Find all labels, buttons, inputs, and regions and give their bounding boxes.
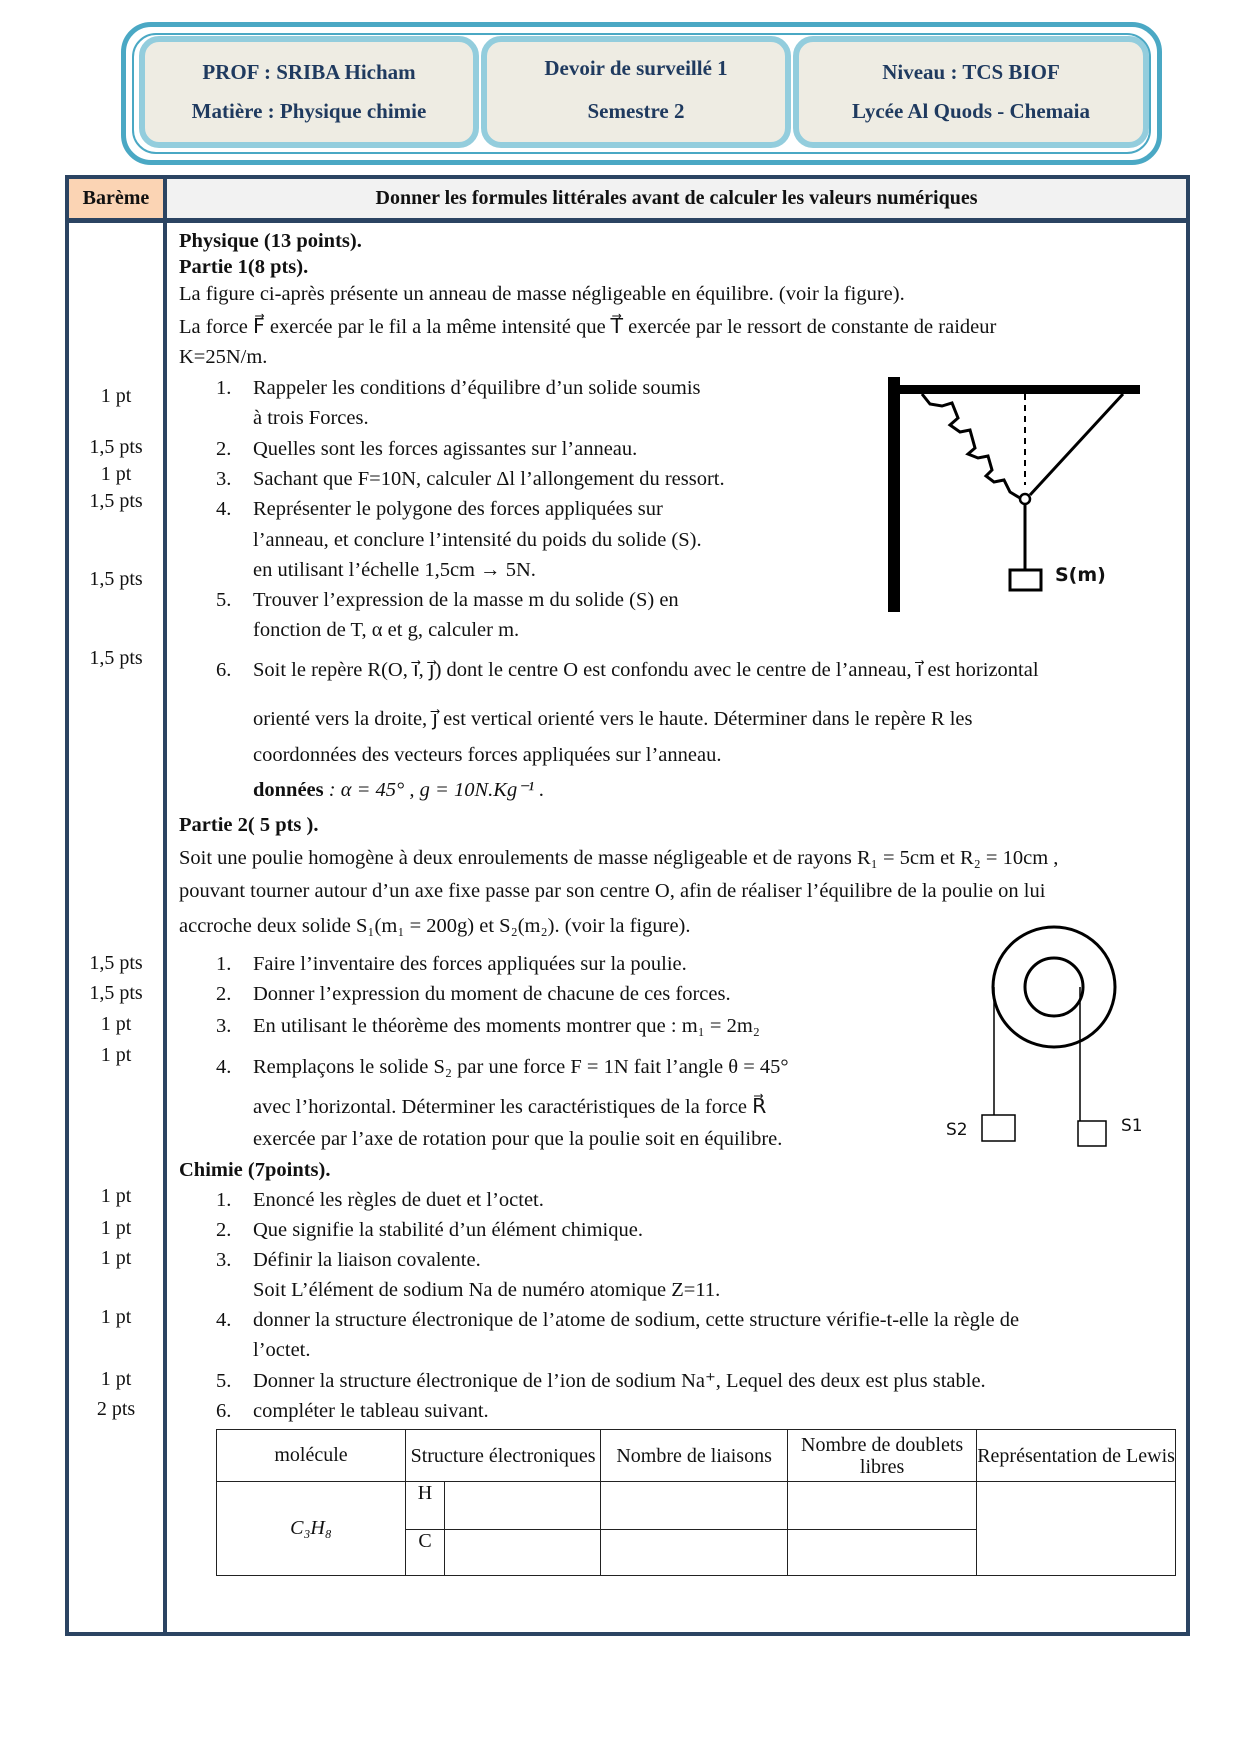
col-header: molécule xyxy=(217,1430,406,1482)
item-number: 4. xyxy=(216,1309,232,1331)
points: 1 pt xyxy=(100,1368,132,1390)
points: 1,5 pts xyxy=(89,952,143,974)
question: En utilisant le théorème des moments montrer que : m₁ = 2m₂ xyxy=(253,1015,760,1037)
answer-cell[interactable] xyxy=(601,1530,788,1576)
data-values: : α = 45° , g = 10N.Kg⁻¹ . xyxy=(323,779,545,801)
points: 1 pt xyxy=(100,385,132,407)
points: 1 pt xyxy=(100,1217,132,1239)
question: Trouver l’expression de la masse m du solide (S) en xyxy=(253,589,679,611)
context: Soit L’élément de sodium Na de numéro atomique Z=11. xyxy=(253,1279,721,1301)
wall xyxy=(888,377,900,612)
answer-cell[interactable] xyxy=(445,1482,601,1530)
chimie-title: Chimie (7points). xyxy=(179,1159,331,1181)
level: Niveau : TCS BIOF xyxy=(882,60,1060,84)
lewis-cell[interactable] xyxy=(977,1482,1176,1576)
question: Que signifie la stabilité d’un élément chimique. xyxy=(253,1219,643,1241)
text: pouvant tourner autour d’un axe fixe passe par son centre O, afin de réaliser l’équilibre de la poulie on lui xyxy=(179,880,1046,902)
col-header: Nombre de doublets libres xyxy=(788,1430,977,1482)
question: Sachant que F=10N, calculer Δl l’allongement du ressort. xyxy=(253,468,725,490)
question: Enoncé les règles de duet et l’octet. xyxy=(253,1189,544,1211)
item-number: 2. xyxy=(216,1219,232,1241)
question: en utilisant l’échelle 1,5cm → 5N. xyxy=(253,559,536,581)
question: Représenter le polygone des forces appliquées sur xyxy=(253,498,663,520)
points: 1 pt xyxy=(100,1306,132,1328)
atom-cell: C xyxy=(406,1530,445,1576)
points: 1 pt xyxy=(100,1185,132,1207)
question: l’octet. xyxy=(253,1339,311,1361)
semester: Semestre 2 xyxy=(587,99,685,123)
points: 1,5 pts xyxy=(89,568,143,590)
molecule-cell: C₃H₈ xyxy=(217,1482,406,1576)
item-number: 3. xyxy=(216,1015,232,1037)
item-number: 6. xyxy=(216,659,232,681)
header-teacher-box xyxy=(139,36,479,148)
item-number: 5. xyxy=(216,589,232,611)
points: 1 pt xyxy=(100,463,132,485)
points: 1 pt xyxy=(100,1013,132,1035)
wire xyxy=(1030,394,1123,495)
question: donner la structure électronique de l’atome de sodium, cette structure vérifie-t-elle la règle de xyxy=(253,1309,1020,1331)
atom-cell: H xyxy=(406,1482,445,1530)
bareme-header: Barème xyxy=(69,179,163,218)
points: 1,5 pts xyxy=(89,647,143,669)
text: K=25N/m. xyxy=(179,346,268,368)
points: 1 pt xyxy=(100,1044,132,1066)
col-header: Structure électroniques xyxy=(406,1430,601,1482)
question: Donner la structure électronique de l’ion de sodium Na⁺, Lequel des deux est plus stable. xyxy=(253,1370,986,1392)
solid-label: S(m) xyxy=(1055,564,1106,586)
text: La force F⃗ exercée par le fil a la même intensité que T⃗ exercée par le ressort de constante de raideur xyxy=(179,316,997,338)
text: accroche deux solide S₁(m₁ = 200g) et S₂(m₂). (voir la figure). xyxy=(179,915,691,937)
question: Soit le repère R(O, i⃗, j⃗) dont le centre O est confondu avec le centre de l’anneau, i⃗ est horizontal xyxy=(253,659,1039,681)
points: 1 pt xyxy=(100,1247,132,1269)
solid-s1 xyxy=(1078,1121,1106,1146)
s1-label: S1 xyxy=(1121,1116,1143,1136)
ring xyxy=(1020,494,1030,504)
exam-title: Devoir de surveillé 1 xyxy=(544,56,728,80)
instruction-header: Donner les formules littérales avant de calculer les valeurs numériques xyxy=(167,179,1186,218)
solid-s xyxy=(1010,570,1041,590)
data-line xyxy=(253,778,544,802)
question: l’anneau, et conclure l’intensité du poids du solide (S). xyxy=(253,529,702,551)
question: à trois Forces. xyxy=(253,407,369,429)
partie1-title: Partie 1(8 pts). xyxy=(179,256,309,278)
ring-equilibrium-figure xyxy=(880,370,1150,620)
pulley-inner xyxy=(1025,958,1083,1016)
col-header: Représentation de Lewis xyxy=(977,1430,1176,1482)
item-number: 1. xyxy=(216,1189,232,1211)
points: 1,5 pts xyxy=(89,490,143,512)
question: Définir la liaison covalente. xyxy=(253,1249,481,1271)
question: Faire l’inventaire des forces appliquées sur la poulie. xyxy=(253,953,687,975)
item-number: 1. xyxy=(216,953,232,975)
text: Soit une poulie homogène à deux enroulements de masse négligeable et de rayons R₁ = 5cm et R₂ = 10cm , xyxy=(179,847,1059,869)
partie2-title: Partie 2( 5 pts ). xyxy=(179,814,319,836)
subject: Matière : Physique chimie xyxy=(191,99,427,123)
item-number: 2. xyxy=(216,983,232,1005)
col-header: Nombre de liaisons xyxy=(601,1430,788,1482)
question: avec l’horizontal. Déterminer les caractéristiques de la force R⃗ xyxy=(253,1096,767,1118)
question: exercée par l’axe de rotation pour que la poulie soit en équilibre. xyxy=(253,1128,783,1150)
solid-s2 xyxy=(982,1115,1015,1141)
answer-cell[interactable] xyxy=(445,1530,601,1576)
item-number: 4. xyxy=(216,1056,232,1078)
spring xyxy=(922,394,1020,498)
item-number: 2. xyxy=(216,438,232,460)
school: Lycée Al Quods - Chemaia xyxy=(851,99,1090,123)
item-number: 3. xyxy=(216,1249,232,1271)
teacher-name: PROF : SRIBA Hicham xyxy=(202,60,416,84)
pulley-outer xyxy=(993,927,1115,1047)
points: 1,5 pts xyxy=(89,436,143,458)
item-number: 4. xyxy=(216,498,232,520)
points: 1,5 pts xyxy=(89,982,143,1004)
molecule-table xyxy=(216,1429,1176,1576)
question: coordonnées des vecteurs forces appliquées sur l’anneau. xyxy=(253,744,722,766)
header-exam-box xyxy=(481,36,791,148)
question: Remplaçons le solide S₂ par une force F = 1N fait l’angle θ = 45° xyxy=(253,1056,789,1078)
item-number: 3. xyxy=(216,468,232,490)
question: Rappeler les conditions d’équilibre d’un solide soumis xyxy=(253,377,701,399)
item-number: 5. xyxy=(216,1370,232,1392)
text: La figure ci-après présente un anneau de masse négligeable en équilibre. (voir la figure). xyxy=(179,283,905,305)
data-label: données xyxy=(253,779,324,801)
question: orienté vers la droite, j⃗ est vertical orienté vers le haute. Déterminer dans le repère R les xyxy=(253,708,973,730)
question: compléter le tableau suivant. xyxy=(253,1400,489,1422)
question: Donner l’expression du moment de chacune de ces forces. xyxy=(253,983,731,1005)
points: 2 pts xyxy=(96,1398,136,1420)
answer-cell[interactable] xyxy=(788,1482,977,1530)
answer-cell[interactable] xyxy=(788,1530,977,1576)
question: Quelles sont les forces agissantes sur l’anneau. xyxy=(253,438,638,460)
header-school-box xyxy=(793,36,1149,148)
item-number: 1. xyxy=(216,377,232,399)
ceiling xyxy=(888,385,1140,394)
item-number: 6. xyxy=(216,1400,232,1422)
s2-label: S2 xyxy=(946,1120,968,1140)
physique-title: Physique (13 points). xyxy=(179,230,362,252)
question: fonction de T, α et g, calculer m. xyxy=(253,619,520,641)
answer-cell[interactable] xyxy=(601,1482,788,1530)
